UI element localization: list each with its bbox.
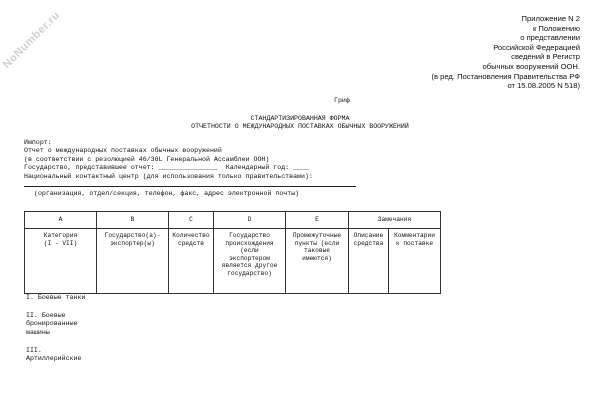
column-letter-b: B: [97, 212, 169, 229]
category-armoured-vehicles: II. Боевые бронированные машины: [26, 312, 78, 336]
header-category: Категория (I - VII): [25, 229, 97, 294]
import-label: Импорт:: [24, 139, 52, 146]
column-letter-row: [25, 212, 441, 229]
appendix-line: о представлении: [520, 33, 580, 43]
header-comments: Комментарии к поставке: [389, 229, 441, 294]
category-battle-tanks: I. Боевые танки: [26, 294, 86, 301]
column-letter-e: E: [286, 212, 349, 229]
security-stamp: Гриф: [334, 97, 350, 104]
resolution-line: (в соответствии с резолюцией 46/36L Генеральной Ассамблеи ООН): [24, 155, 270, 163]
organization-caption: (организация, отдел/секция, телефон, факс, адрес электронной почты): [34, 190, 300, 197]
contact-separator-line: [24, 186, 356, 187]
form-subtitle: ОТЧЕТНОСТИ О МЕЖДУНАРОДНЫХ ПОСТАВКАХ ОБЫЧНЫХ ВООРУЖЕНИЙ: [191, 123, 409, 130]
contact-center-field: Национальный контактный центр (для использования только правительствами):: [24, 172, 313, 180]
appendix-line: Российской Федерацией: [493, 42, 580, 52]
appendix-line: сведений в Регистр: [511, 52, 580, 62]
calendar-year-field: Календарный год: ____: [225, 164, 309, 172]
header-description: Описание средства: [349, 229, 389, 294]
header-intermediate-points: Промежуточные пункты (если таковые имеются): [286, 229, 349, 294]
appendix-line: от 15.08.2005 N 518): [507, 81, 580, 91]
header-origin-state: Государство происхождения (если экспортером является другое государство): [214, 229, 286, 294]
reporting-state-field: Государство, представившее отчет: _______________: [24, 164, 218, 172]
form-title: СТАНДАРТИЗИРОВАННАЯ ФОРМА: [250, 115, 350, 122]
header-exporter: Государство(а)- экспортер(ы): [97, 229, 169, 294]
state-year-row: [24, 164, 313, 172]
import-section: [24, 139, 313, 181]
header-quantity: Количество средств: [169, 229, 214, 294]
appendix-line: к Положению: [532, 23, 580, 33]
category-artillery: III. Артиллерийские: [26, 347, 82, 363]
reporting-table: [24, 211, 441, 294]
column-letter-d: D: [214, 212, 286, 229]
column-letter-a: A: [25, 212, 97, 229]
column-header-row: [25, 229, 441, 294]
appendix-header: [360, 14, 580, 91]
column-letter-c: C: [169, 212, 214, 229]
remarks-header: Замечания: [349, 212, 441, 229]
appendix-line: обычных вооружений ООН.: [482, 61, 580, 71]
watermark: NoNumber.ru: [0, 9, 63, 71]
report-line: Отчет о международных поставках обычных вооружений: [24, 147, 222, 155]
appendix-line: Приложение N 2: [521, 14, 580, 23]
appendix-line: (в ред. Постановления Правительства РФ: [431, 71, 580, 81]
